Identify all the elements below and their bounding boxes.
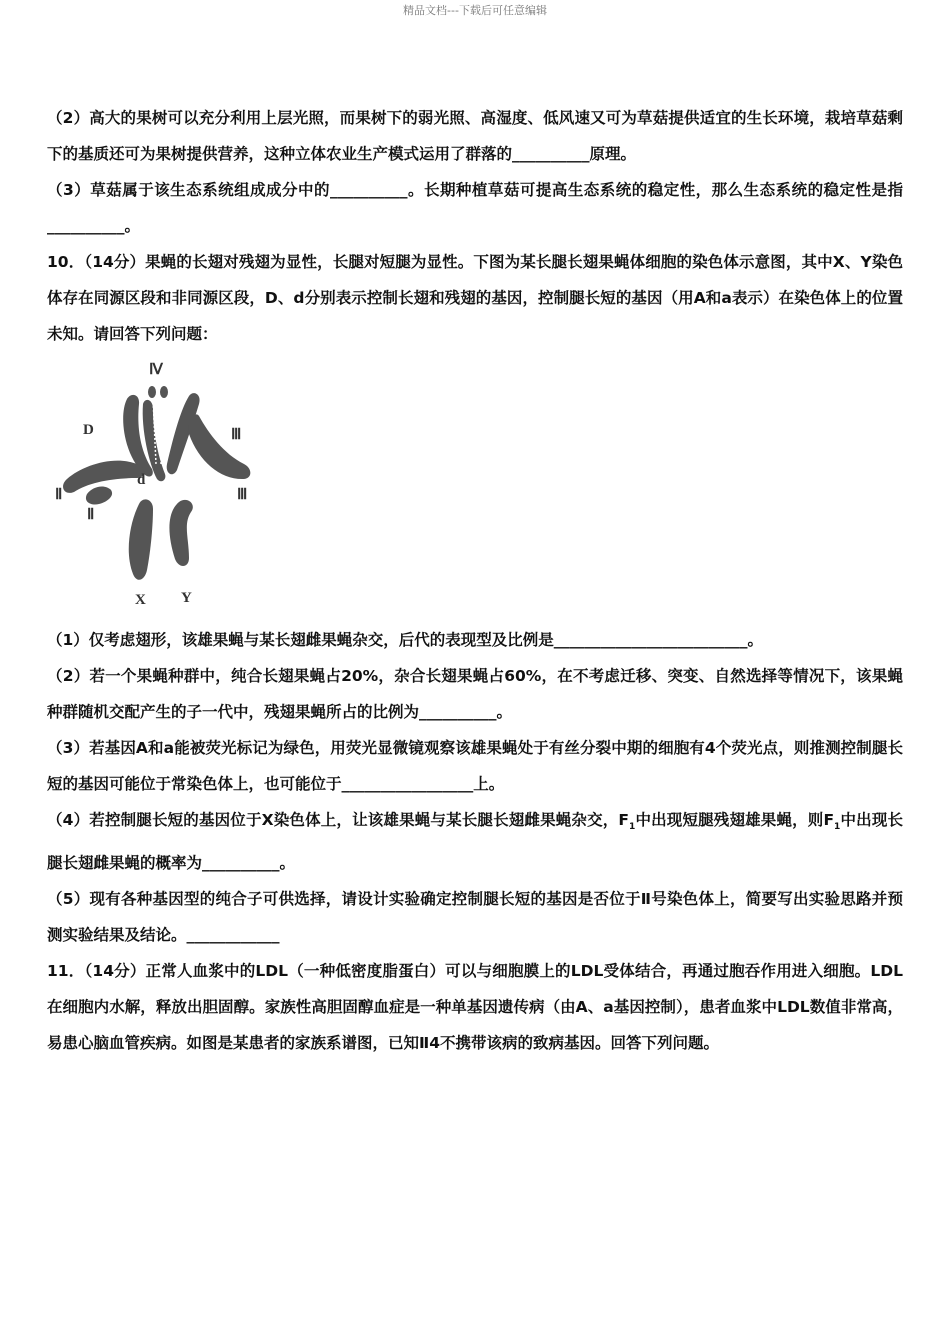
label-d-upper: D xyxy=(83,422,94,438)
chromosome-diagram xyxy=(49,354,259,616)
chromosome-iv-left xyxy=(148,386,156,398)
q10-part2: （2）若一个果蝇种群中，纯合长翅果蝇占20%，杂合长翅果蝇占60%，在不考虑迁移、突变、自然选择等情况下，该果蝇种群随机交配产生的子一代中，残翅果蝇所占的比例为__________。 xyxy=(47,667,903,721)
label-ii-left: Ⅱ xyxy=(55,487,63,503)
q10-part4-a: （4）若控制腿长短的基因位于X染色体上，让该雄果蝇与某长腿长翅雌果蝇杂交，F xyxy=(47,811,630,829)
q11-stem: 11．（14分）正常人血浆中的LDL（一种低密度脂蛋白）可以与细胞膜上的LDL受体结合，再通过胞吞作用进入细胞。LDL在细胞内水解，释放出胆固醇。家族性高胆固醇血症是一种单基因遗传病（由A、a基因控制），患者血浆中LDL数值非常高，易患心脑血管疾病。如图是某患者的家族系谱图，已知Ⅱ4不携带该病的致病基因。回答下列问题。 xyxy=(47,962,903,1053)
subscript-1b: 1 xyxy=(834,822,841,833)
document-body xyxy=(47,100,903,1061)
chromosome-x xyxy=(129,499,153,579)
subscript-1: 1 xyxy=(629,822,636,833)
chromosome-iv-right xyxy=(160,386,168,398)
label-x: X xyxy=(135,592,146,608)
q10-part3: （3）若基因A和a能被荧光标记为绿色，用荧光显微镜观察该雄果蝇处于有丝分裂中期的细胞有4个荧光点，则推测控制腿长短的基因可能位于常染色体上，也可能位于_________________上。 xyxy=(47,739,903,793)
chromosome-figure xyxy=(47,354,903,616)
q10-stem: 10．（14分）果蝇的长翅对残翅为显性，长腿对短腿为显性。下图为某长腿长翅果蝇体细胞的染色体示意图，其中X、Y染色体存在同源区段和非同源区段，D、d分别表示控制长翅和残翅的基因，控制腿长短的基因（用A和a表示）在染色体上的位置未知。请回答下列问题： xyxy=(47,253,903,343)
label-ii-lower: Ⅱ xyxy=(87,507,95,523)
chromosome-iii-lower xyxy=(188,414,250,479)
label-d-lower: d xyxy=(137,472,146,488)
label-iii-lower: Ⅲ xyxy=(237,487,248,503)
label-y: Y xyxy=(181,590,192,606)
q9-part2: （2）高大的果树可以充分利用上层光照，而果树下的弱光照、高湿度、低风速又可为草菇提供适宜的生长环境，栽培草菇剩下的基质还可为果树提供营养，这种立体农业生产模式运用了群落的__________原理。 xyxy=(47,109,903,163)
q10-part1: （1）仅考虑翅形，该雄果蝇与某长翅雌果蝇杂交，后代的表现型及比例是_________________________。 xyxy=(47,631,764,649)
chromosome-y xyxy=(169,500,192,566)
q9-part3: （3）草菇属于该生态系统组成成分中的__________。长期种植草菇可提高生态系统的稳定性，那么生态系统的稳定性是指__________。 xyxy=(47,181,903,235)
page-header: 精品文档---下载后可任意编辑 xyxy=(403,4,547,17)
q10-part4 xyxy=(47,802,903,881)
label-iii-upper: Ⅲ xyxy=(231,427,242,443)
q10-part5: （5）现有各种基因型的纯合子可供选择，请设计实验确定控制腿长短的基因是否位于Ⅱ号染色体上，简要写出实验思路并预测实验结果及结论。____________ xyxy=(47,890,903,945)
label-iv: Ⅳ xyxy=(149,362,163,378)
q10-part4-c: 中出现长腿长翅雌果蝇的概率为__________。 xyxy=(47,811,903,873)
chromosome-small xyxy=(86,487,112,505)
q10-part4-b: 中出现短腿残翅雄果蝇，则F xyxy=(635,811,835,829)
